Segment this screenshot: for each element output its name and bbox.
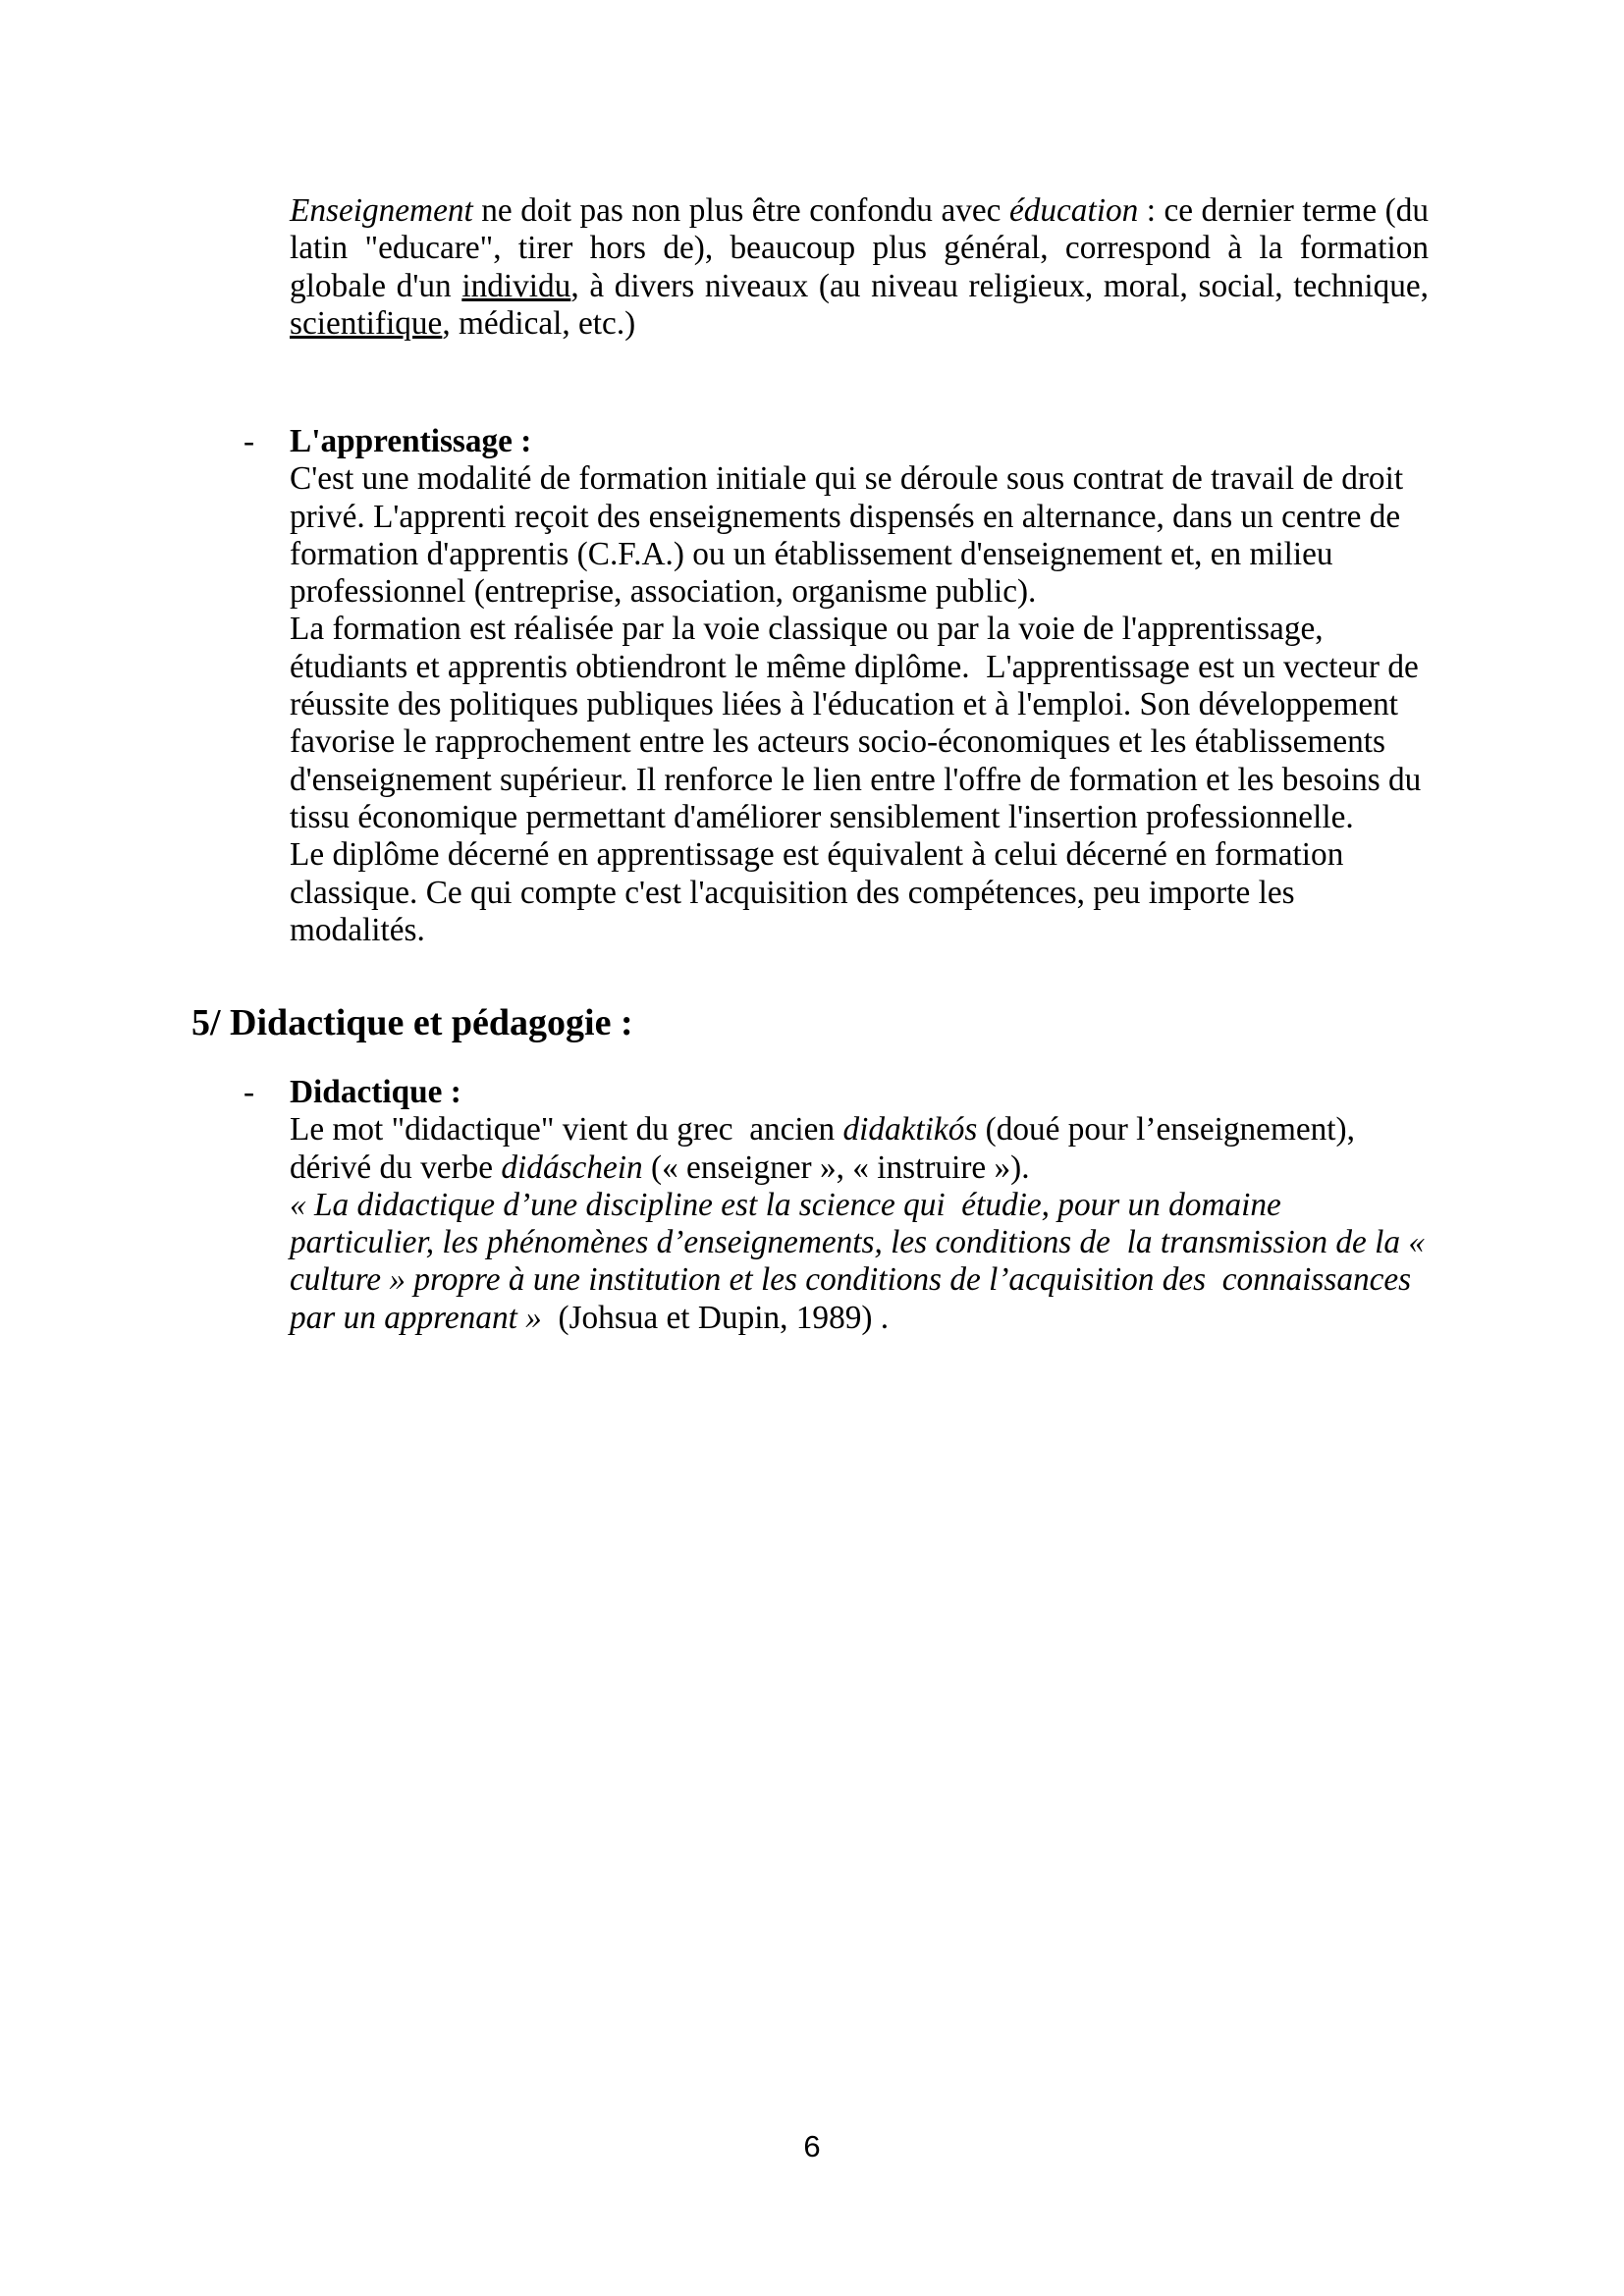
section-heading: 5/ Didactique et pédagogie : <box>191 1002 633 1043</box>
text-run: , à divers niveaux (au niveau religieux, moral, social, technique, <box>570 267 1437 304</box>
didactique-etymology-paragraph <box>290 1111 1434 1187</box>
intro-paragraph-block <box>290 192 1437 343</box>
intro-paragraph <box>290 192 1437 343</box>
italic-text: didáschein <box>501 1148 643 1186</box>
apprentissage-paragraph-3: Le diplôme décerné en apprentissage est équivalent à celui décerné en formation classique. Ce qui compte c'est l'acquisition des compétences, peu importe les modalités. <box>290 836 1352 948</box>
text-run: (« enseigner », « instruire »). <box>642 1148 1030 1186</box>
underlined-text: scientifique <box>290 304 443 342</box>
text-run: ne doit pas non plus être confondu avec <box>472 192 1009 229</box>
text-run: (doué pour l’enseignement), dérivé du verbe <box>290 1111 1364 1186</box>
apprentissage-paragraph-2: La formation est réalisée par la voie classique ou par la voie de l'apprentissage, étudiants et apprentis obtiendront le même diplôme. L'apprentissage est un vecteur de réussite des politiques publiques liées à l'éducation et à l'emploi. Son développement favorise le rapprochement entre les acteurs socio-économiques et les établissements d'enseignement supérieur. Il renforce le lien entre l'offre de formation et les besoins du tissu économique permettant d'améliorer sensiblement l'insertion professionnelle. <box>290 611 1430 835</box>
text-run: Le mot "didactique" vient du grec ancien <box>290 1111 843 1148</box>
italic-text: éducation <box>1008 192 1139 229</box>
didactique-definition-quote <box>290 1187 1434 1337</box>
page-number: 6 <box>803 2129 821 2163</box>
bullet-dash: - <box>244 423 255 459</box>
didactique-label: Didactique : <box>290 1074 461 1110</box>
apprentissage-label: L'apprentissage : <box>290 423 532 459</box>
italic-text: « La didactique d’une discipline est la science qui étudie, pour un domaine particulier, les phénomènes d’enseignements, les conditions de la transmission de la « culture » propre à une institution et les conditions de l’acquisition des connaissances par un apprenant » <box>290 1186 1434 1336</box>
section-didactique <box>244 1074 1434 1337</box>
underlined-text: individu <box>461 267 571 304</box>
apprentissage-paragraph-1: C'est une modalité de formation initiale qui se déroule sous contrat de travail de droit privé. L'apprenti reçoit des enseignements dispensés en alternance, dans un centre de formation d'apprentis (C.F.A.) ou un établissement d'enseignement et, en milieu professionnel (entreprise, association, organisme public). <box>290 460 1412 611</box>
section-apprentissage <box>244 423 1434 949</box>
italic-text: Enseignement <box>290 192 473 229</box>
italic-text: didaktikós <box>842 1111 978 1148</box>
bullet-dash: - <box>244 1074 255 1110</box>
text-run: , médical, etc.) <box>442 304 636 342</box>
text-run: : ce dernier terme (du latin "educare", tirer hors de), beaucoup plus général, correspond à la formation globale d'un <box>290 192 1437 304</box>
text-run: (Johsua et Dupin, 1989) . <box>541 1299 890 1336</box>
